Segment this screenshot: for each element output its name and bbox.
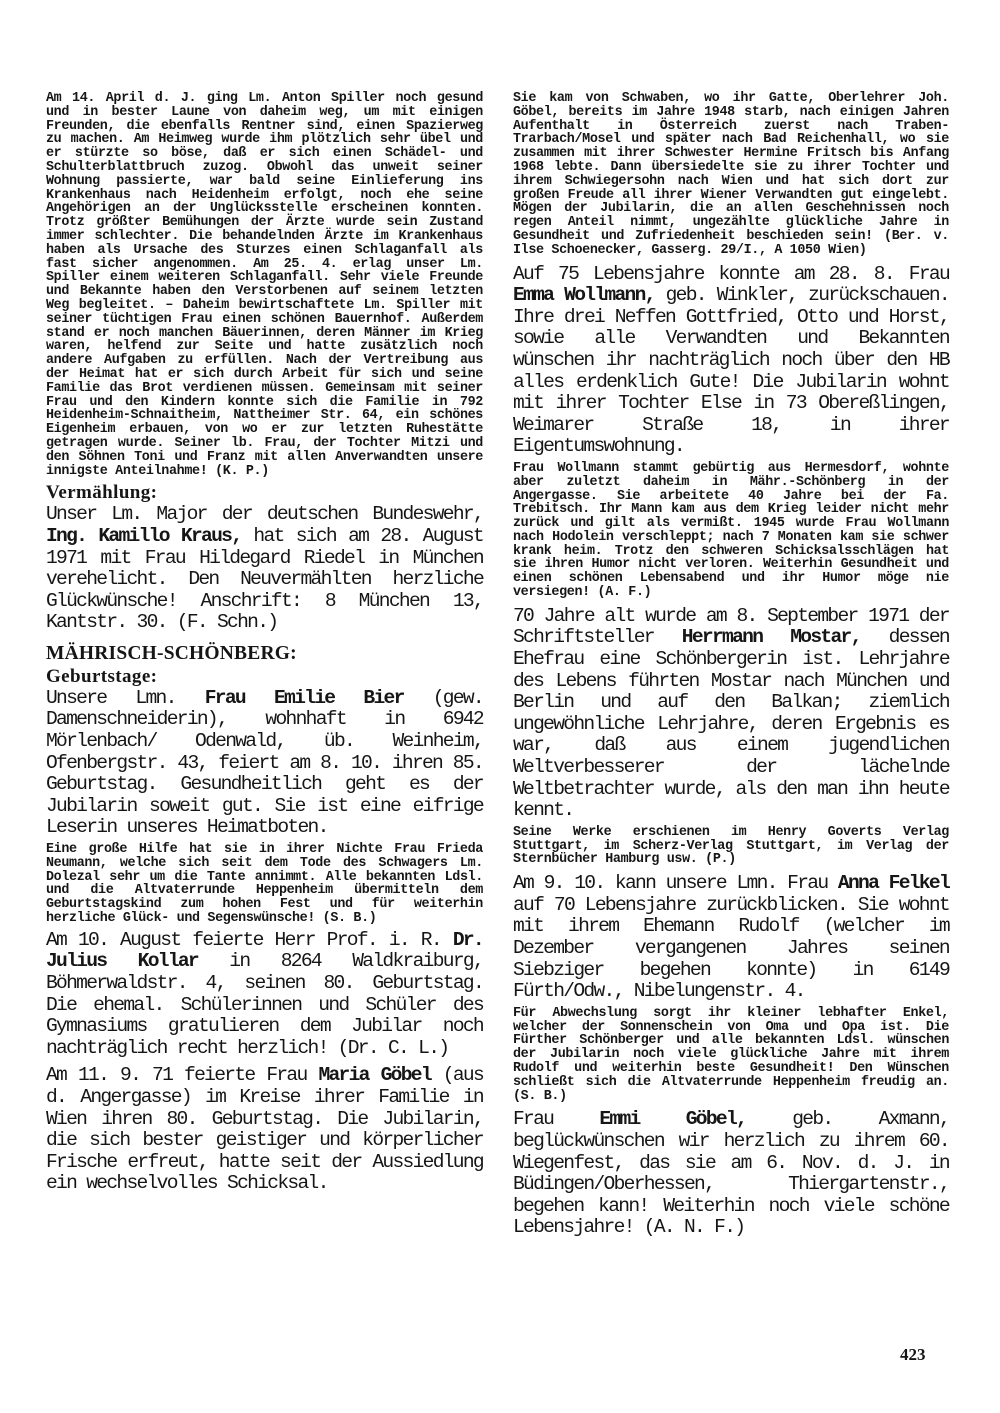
birthday-detail-felkel: Für Abwechslung sorgt ihr kleiner lebhafter Enkel, welcher der Sonnenschein von Oma und Opa ist. Die Fürther Schönberger und alle bekannten Ldsl. wünschen der Jubilarin noch viele glückliche Jahre mit ihrem Rudolf und weiterhin beste Gesundheit! Den Wünschen schließt sich die Altvaterrunde Heppenheim freudig an. (S. B.) (513, 1005, 949, 1104)
birthday-detail-wollmann: Frau Wollmann stammt gebürtig aus Hermesdorf, wohnte aber zuletzt daheim in Mähr.-Schönberg in der Angergasse. Sie arbeitete 40 Jahre bei der Fa. Trebitsch. Ihr Mann kam aus dem Krieg leider nicht mehr zurück und gilt als vermißt. 1945 wurde Frau Wollmann nach Hodolein verschleppt; nach 7 Monaten kam sie schwer krank heim. Trotz den schweren Schicksalsschlägen hat sie ihren Humor nicht verloren. Weiterhin Gesundheit und einen schönen Lebensabend und ihr Humor möge nie versiegen! (A. F.) (513, 460, 949, 601)
text-segment: Frau (513, 1108, 600, 1131)
text-segment: (aus d. Angergasse) im Kreise ihrer Familie in Wien ihren 80. Geburtstag. Die Jubilarin, die sich bester geistiger und körperlicher Frische erfreut, hatte seit der Aussiedlung ein wechselvolles Schicksal. (46, 1064, 484, 1195)
text-segment: (gew. Damenschneiderin), wohnhaft in 6942 Mörlenbach/ Odenwald, üb. Weinheim, Ofenbergstr. 43, feiert am 8. 10. ihren 85. Geburtstag. Gesundheitlich geht es der Jubilarin soweit gut. Sie ist eine eifrige Leserin unseres Heimatboten. (46, 686, 483, 839)
birthday-notice-goebel (46, 1065, 483, 1195)
person-name: Ing. Kamillo Kraus, (46, 524, 242, 547)
birthday-detail-bier: Eine große Hilfe hat sie in ihrer Nichte Frau Frieda Neumann, welche sich seit dem Tode des Schwagers Lm. Dolezal sehr um die Tante annimmt. Alle bekannten Ldsl. und die Altvaterrunde Heppenheim übermitteln dem Geburtstagskind zum hohen Fest und für weiterhin herzliche Glück- und Segenswünsche! (S. B.) (46, 842, 483, 927)
birthday-notice-mostar (513, 606, 949, 822)
person-name: Frau Emilie Bier (204, 686, 404, 709)
text-segment: Am 10. August feierte Herr Prof. i. R. (46, 928, 453, 951)
text-segment: 70 Jahre alt wurde am 8. September 1971 der Schriftsteller (513, 604, 949, 649)
text-segment: geb. Axmann, beglückwünschen wir herzlich zu ihrem 60. Wiegenfest, das sie am 6. Nov. d. J. in Büdingen/Oberhessen, Thiergartenstr., begehen kann! Weiterhin noch viele schöne Lebensjahre! (A. N. F.) (513, 1108, 949, 1239)
text-segment: geb. Winkler, zurückschauen. Ihre drei Neffen Gottfried, Otto und Horst, sowie alle Verwandten und Bekannten wünschen ihr nachträglich noch über den HB alles erdenklich Gute! Die Jubilarin wohnt mit ihrer Tochter Else in 73 Obereßlingen, Weimarer Straße 18, in ihrer Eigentumswohnung. (513, 284, 949, 458)
birthday-detail-mostar: Seine Werke erschienen im Henry Goverts Verlag Stuttgart, im Scherz-Verlag Stuttgart, im Verlag der Sternbücher Hamburg usw. (P.) (513, 824, 949, 868)
text-segment: hat sich am 28. August 1971 mit Frau Hildegard Riedel in München verehelicht. Den Neuvermählten herzliche Glückwünsche! Anschrift: 8 München 13, Kantstr. 30. (F. Schn.) (46, 524, 483, 634)
right-column (513, 92, 949, 1239)
left-column (46, 92, 483, 1195)
text-segment: Am 9. 10. kann unsere Lmn. Frau (513, 872, 838, 895)
birthday-notice-emmi-goebel (513, 1109, 949, 1239)
birthday-notice-kollar (46, 930, 483, 1060)
heading-vermaehlung: Vermählung: (46, 482, 158, 504)
text-segment: in 8264 Waldkraiburg, Böhmerwaldstr. 4, seinen 80. Geburtstag. Die ehemal. Schülerinnen und Schüler des Gymnasiums gratulieren dem Jubilar noch nachträglich recht herzlich! (Dr. C. L.) (46, 950, 483, 1059)
person-name: Dr. Julius Kollar (46, 928, 483, 973)
page-number: 423 (900, 1345, 926, 1364)
birthday-notice-bier (46, 688, 483, 839)
person-name: Anna Felkel (837, 872, 949, 895)
wedding-notice-kraus (46, 504, 483, 634)
text-segment: auf 70 Lebensjahre zurückblicken. Sie wohnt mit ihrem Ehemann Rudolf (welcher im Dezember vergangenen Jahres seinen Siebziger begehen konnte) in 6149 Fürth/Odw., Nibelungenstr. 4. (513, 893, 949, 1003)
text-segment: Am 11. 9. 71 feierte Frau (46, 1064, 319, 1087)
person-name: Maria Göbel (318, 1064, 431, 1087)
birthday-detail-goebel: Sie kam von Schwaben, wo ihr Gatte, Oberlehrer Joh. Göbel, bereits im Jahre 1948 starb, nach einigen Jahren Aufenthalt in Österreich zuerst nach Traben-Trarbach/Mosel und später nach Bad Reichenhall, wo sie zusammen mit ihrer Schwester Hermine Fritsch bis Anfang 1968 lebte. Dann übersiedelte sie zu ihrer Tochter und ihrem Schwiegersohn nach Wien und hat sich dort zur großen Freude all ihrer Wiener Verwandten gut eingelebt. Mögen der Jubilarin, die an allen Geschehnissen noch regen Anteil nimmt, ungezählte glückliche Jahre in Gesundheit und Zufriedenheit beschieden sein! (Ber. v. Ilse Schoenecker, Gasserg. 29/I., A 1050 Wien) (513, 91, 949, 258)
text-segment: dessen Ehefrau eine Schönbergerin ist. Lehrjahre des Lebens führten Mostar nach München und Berlin und auf den Balkan; ziemlich ungewöhnliche Lehrjahre, deren Ergebnis es war, daß aus einem jugendlichen Weltverbesserer der lächelnde Weltbetrachter wurde, als den man ihn heute kennt. (513, 626, 949, 822)
person-name: Herrmann Mostar, (681, 626, 861, 649)
person-name: Emma Wollmann, (513, 284, 655, 307)
person-name: Emmi Göbel, (599, 1108, 747, 1131)
heading-geburtstage: Geburtstage: (46, 665, 158, 687)
text-segment: Auf 75 Lebensjahre konnte am 28. 8. Frau (513, 262, 949, 285)
birthday-notice-wollmann (513, 264, 949, 458)
birthday-notice-felkel (513, 873, 949, 1003)
text-segment: Unser Lm. Major der deutschen Bundeswehr, (46, 503, 483, 526)
text-segment: Unsere Lmn. (46, 686, 205, 709)
obituary-spiller: Am 14. April d. J. ging Lm. Anton Spiller noch gesund und in bester Laune von daheim weg, um mit einigen Freunden, die ebenfalls Rentner sind, einen Spazierweg zu machen. Am Heimweg wurde ihm plötzlich sehr übel und er stürzte so böse, daß er sich einen Schädel- und Schulterblattbruch zuzog. Obwohl das unweit seiner Wohnung passierte, war bald seine Einlieferung ins Krankenhaus nach Heidenheim erfolgt, noch ehe seine Angehörigen an der Unglücksstelle erscheinen konnten. Trotz größter Bemühungen der Ärzte wurde sein Zustand immer schlechter. Die behandelnden Ärzte im Krankenhaus haben als Ursache des Sturzes einen Schlaganfall als fast sicher angenommen. Am 25. 4. erlag unser Lm. Spiller einem weiteren Schlaganfall. Sehr viele Freunde und Bekannte haben den Verstorbenen auf seinem letzten Weg begleitet. – Daheim bewirtschaftete Lm. Spiller mit seiner tüchtigen Frau einen schönen Bauernhof. Außerdem stand er noch manchen Bäuerinnen, deren Männer im Krieg waren, helfend zur Seite und hatte zusätzlich noch andere Aufgaben zu erfüllen. Nach der Vertreibung aus der Heimat hat er sich durch Arbeit für sich und seine Familie das Brot verdienen müssen. Gemeinsam mit seiner Frau und den Kindern konnte sich die Familie in 792 Heidenheim-Schnaitheim, Nattheimer Str. 64, ein schönes Eigenheim erbauen, von wo er zur letzten Ruhestätte getragen wurde. Seiner lb. Frau, der Tochter Mitzi und den Söhnen Toni und Franz mit allen Anverwandten unsere innigste Anteilnahme! (K. P.) (46, 91, 483, 479)
section-title: MÄHRISCH-SCHÖNBERG: (46, 642, 297, 664)
